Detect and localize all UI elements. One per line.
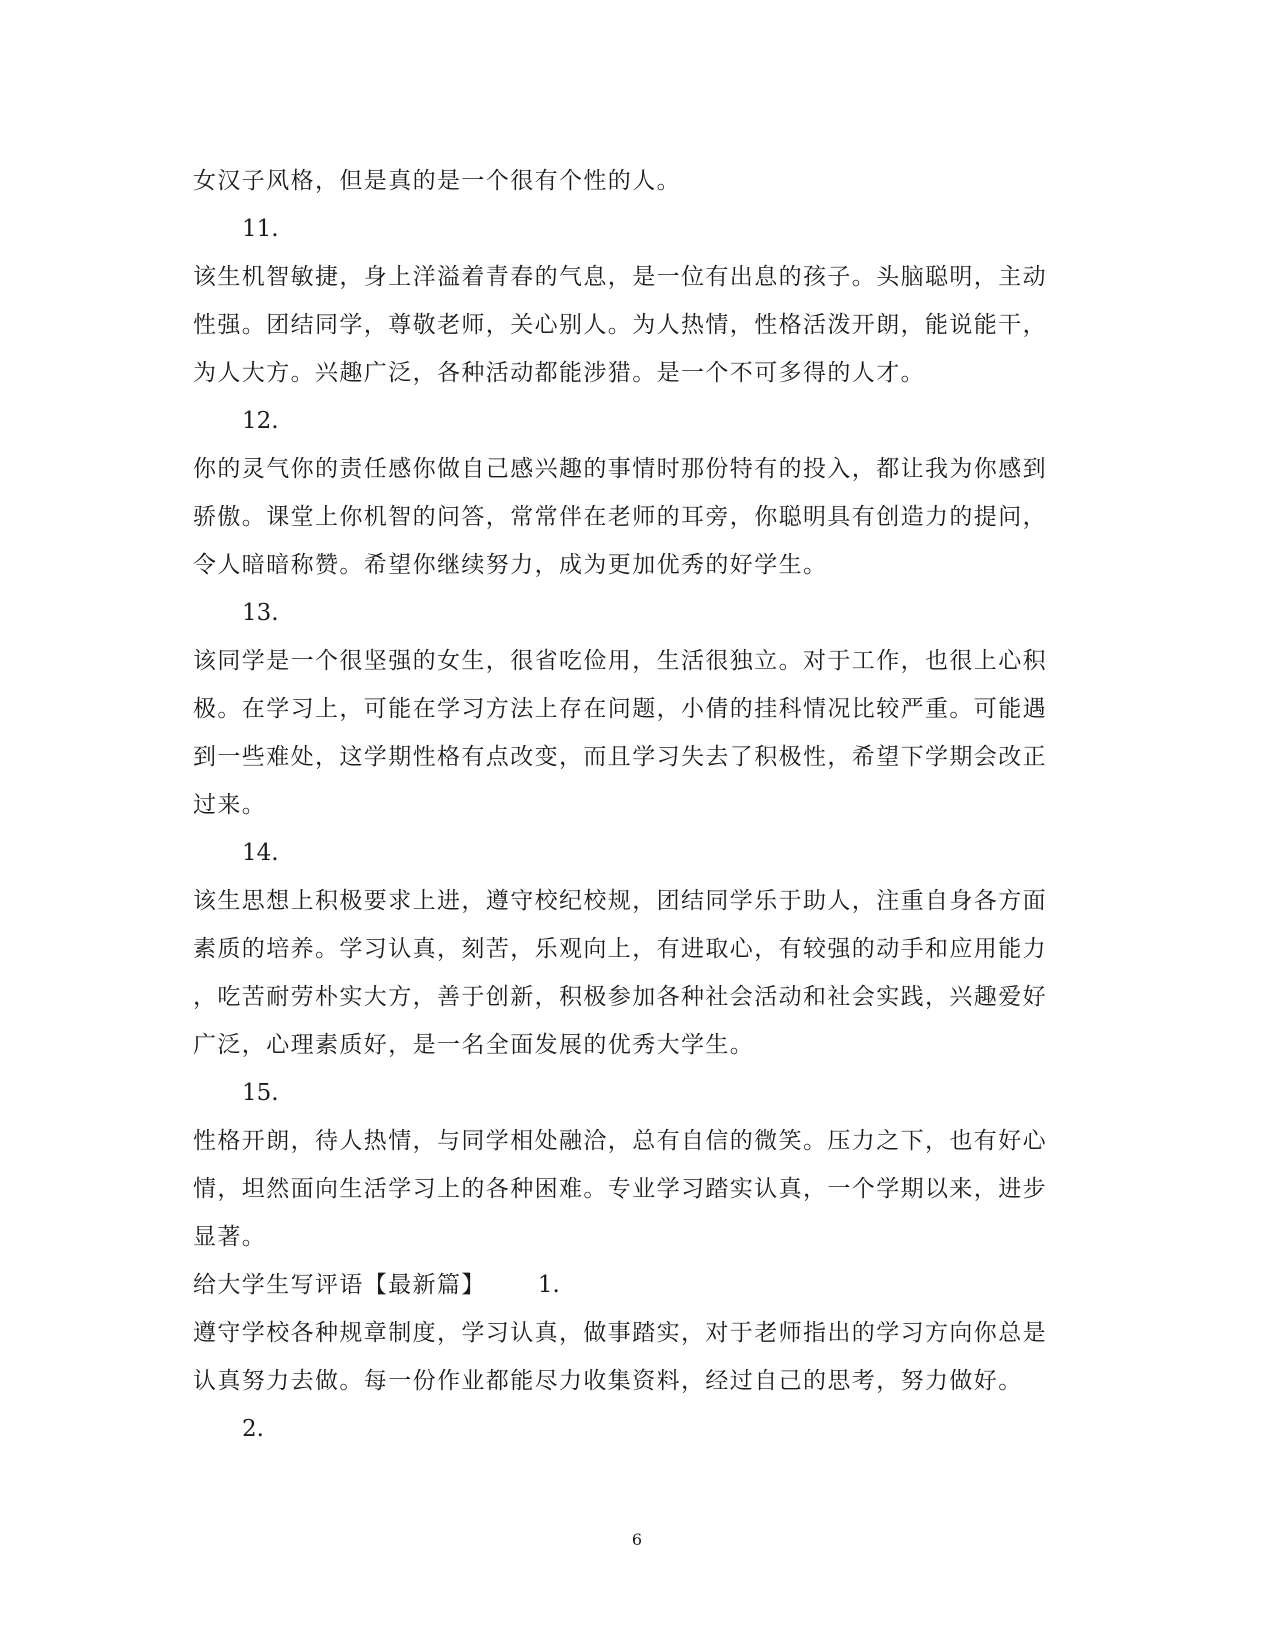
item-number: 13. bbox=[242, 600, 279, 626]
paragraph-line: 遵守学校各种规章制度，学习认真，做事踏实，对于老师指出的学习方向你总是 bbox=[193, 1320, 1047, 1346]
paragraph-line: 广泛，心理素质好，是一名全面发展的优秀大学生。 bbox=[193, 1032, 755, 1058]
paragraph-line: 你的灵气你的责任感你做自己感兴趣的事情时那份特有的投入，都让我为你感到 bbox=[193, 456, 1047, 482]
item-number: 11. bbox=[242, 216, 279, 242]
item-number: 15. bbox=[242, 1080, 279, 1106]
item-number: 12. bbox=[242, 408, 279, 434]
paragraph-line: 该生思想上积极要求上进，遵守校纪校规，团结同学乐于助人，注重自身各方面 bbox=[193, 888, 1047, 914]
paragraph-line: 令人暗暗称赞。希望你继续努力，成为更加优秀的好学生。 bbox=[193, 552, 828, 578]
paragraph-line: ，吃苦耐劳朴实大方，善于创新，积极参加各种社会活动和社会实践，兴趣爱好 bbox=[193, 984, 1047, 1010]
item-number: 1. bbox=[537, 1272, 560, 1298]
paragraph-line: 极。在学习上，可能在学习方法上存在问题，小倩的挂科情况比较严重。可能遇 bbox=[193, 696, 1047, 722]
paragraph-line: 素质的培养。学习认真，刻苦，乐观向上，有进取心，有较强的动手和应用能力 bbox=[193, 936, 1047, 962]
paragraph-line: 骄傲。课堂上你机智的问答，常常伴在老师的耳旁，你聪明具有创造力的提问， bbox=[193, 504, 1047, 530]
paragraph-line: 该同学是一个很坚强的女生，很省吃俭用，生活很独立。对于工作，也很上心积 bbox=[193, 648, 1047, 674]
paragraph-line: 女汉子风格，但是真的是一个很有个性的人。 bbox=[193, 168, 681, 194]
section-heading-line bbox=[193, 1261, 1073, 1309]
paragraph-line: 为人大方。兴趣广泛，各种活动都能涉猎。是一个不可多得的人才。 bbox=[193, 360, 925, 386]
paragraph-line: 到一些难处，这学期性格有点改变，而且学习失去了积极性，希望下学期会改正 bbox=[193, 744, 1047, 770]
paragraph-line: 过来。 bbox=[193, 792, 267, 818]
item-number: 14. bbox=[242, 840, 279, 866]
paragraph-line: 性强。团结同学，尊敬老师，关心别人。为人热情，性格活泼开朗，能说能干， bbox=[193, 312, 1047, 338]
paragraph-line: 性格开朗，待人热情，与同学相处融洽，总有自信的微笑。压力之下，也有好心 bbox=[193, 1128, 1047, 1154]
page-body bbox=[193, 157, 1073, 1453]
item-number: 2. bbox=[242, 1416, 264, 1442]
page-number: 6 bbox=[631, 1530, 643, 1549]
section-heading: 给大学生写评语【最新篇】 bbox=[193, 1272, 486, 1298]
paragraph-line: 显著。 bbox=[193, 1224, 267, 1250]
paragraph-line: 该生机智敏捷，身上洋溢着青春的气息，是一位有出息的孩子。头脑聪明，主动 bbox=[193, 264, 1047, 290]
paragraph-line: 认真努力去做。每一份作业都能尽力收集资料，经过自己的思考，努力做好。 bbox=[193, 1368, 1023, 1394]
paragraph-line: 情，坦然面向生活学习上的各种困难。专业学习踏实认真，一个学期以来，进步 bbox=[193, 1176, 1047, 1202]
